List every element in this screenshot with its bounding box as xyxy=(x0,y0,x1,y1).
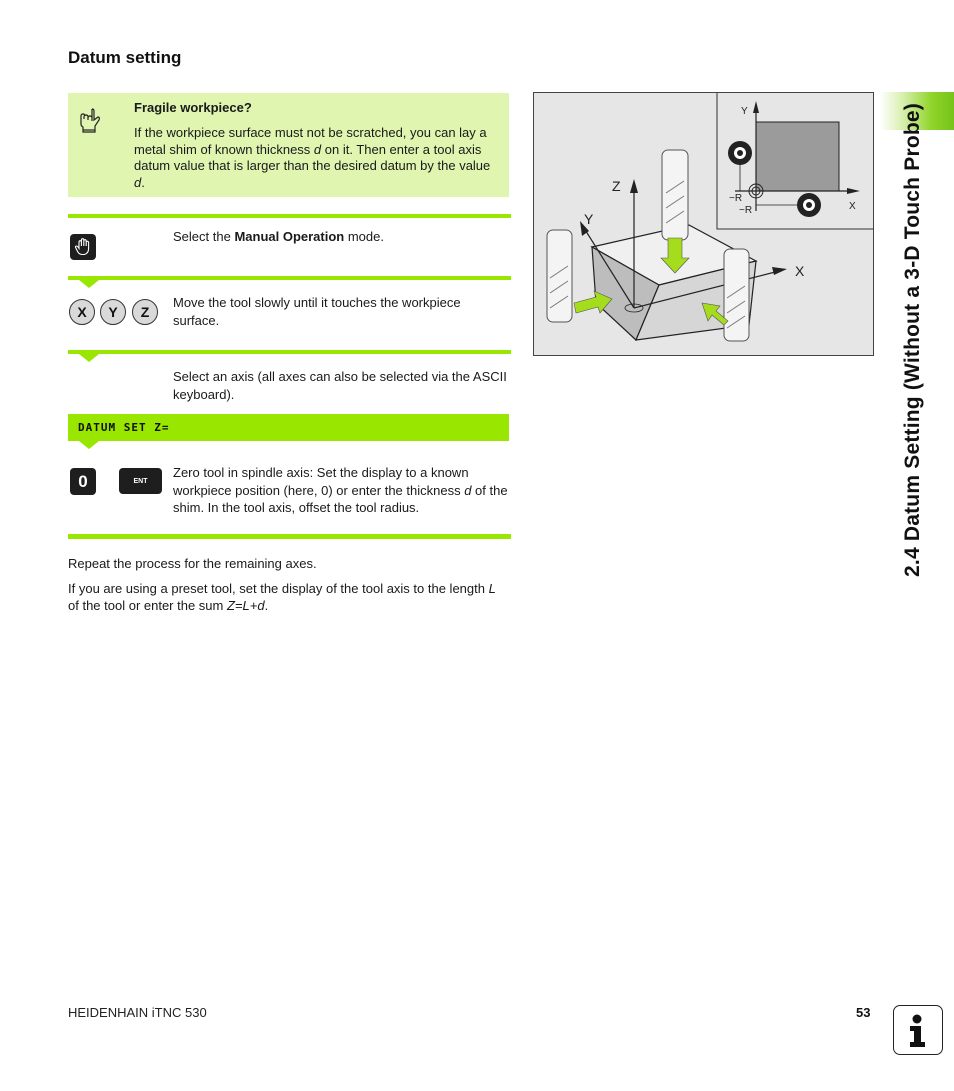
end-mill-tool-icon xyxy=(547,230,572,322)
step-divider xyxy=(68,350,511,354)
step-4-text xyxy=(173,464,508,517)
dialog-prompt: DATUM SET Z= xyxy=(68,414,509,441)
zero-key[interactable]: 0 xyxy=(70,468,96,495)
formula: Z=L+d xyxy=(226,597,265,613)
manual-operation-label: Manual Operation xyxy=(234,229,345,244)
step-divider xyxy=(68,214,511,218)
note-var-d: d xyxy=(134,174,142,190)
step-1-text xyxy=(173,228,508,246)
axis-x-key[interactable]: X xyxy=(69,299,95,325)
page-number: 53 xyxy=(856,1005,871,1020)
axis-y-key[interactable]: Y xyxy=(100,299,126,325)
preset-paragraph xyxy=(68,581,508,614)
repeat-paragraph: Repeat the process for the remaining axes. xyxy=(68,556,317,571)
end-mill-tool-icon xyxy=(724,249,749,341)
svg-text:X: X xyxy=(795,263,805,279)
step-divider xyxy=(68,276,511,280)
footer-product: HEIDENHAIN iTNC 530 xyxy=(68,1005,207,1020)
manual-operation-hand-icon xyxy=(74,238,92,256)
svg-text:Z: Z xyxy=(612,178,621,194)
milling-cutter-icon xyxy=(728,141,752,165)
end-mill-tool-icon xyxy=(662,150,688,240)
para-text: If you are using a preset tool, set the display of the tool axis to the length xyxy=(68,581,489,596)
datum-setting-figure xyxy=(533,92,874,356)
step-end-bar xyxy=(68,534,511,539)
manual-operation-key[interactable] xyxy=(70,234,96,260)
note-text: on it. Then enter a tool axis datum value that is larger than the desired datum by the value xyxy=(134,141,491,173)
note-title: Fragile workpiece? xyxy=(134,100,252,115)
step-arrow xyxy=(79,354,99,362)
axis-z-key[interactable]: Z xyxy=(132,299,158,325)
note-body xyxy=(134,125,502,191)
svg-text:Y: Y xyxy=(584,211,594,227)
milling-cutter-icon xyxy=(797,193,821,217)
info-i-glyph xyxy=(894,1006,941,1053)
info-icon xyxy=(893,1005,943,1055)
chapter-title-text: 2.4 Datum Setting (Without a 3-D Touch Probe) xyxy=(901,103,924,577)
svg-text:Y: Y xyxy=(741,106,748,117)
note-var-d: d xyxy=(313,141,322,157)
svg-text:X: X xyxy=(849,201,856,212)
pointing-hand-icon xyxy=(78,107,102,137)
step-text-part: Zero tool in spindle axis: Set the display to a known workpiece position (here, 0) or enter the thickness xyxy=(173,465,469,498)
section-heading: Datum setting xyxy=(68,48,182,67)
step-arrow xyxy=(79,280,99,288)
step-arrow xyxy=(79,441,99,449)
step-text-part: Select the xyxy=(173,229,235,244)
svg-text:−R: −R xyxy=(729,193,743,204)
chapter-side-title xyxy=(893,50,933,630)
ent-key[interactable]: ENT xyxy=(119,468,162,494)
var-L: L xyxy=(488,581,496,596)
step-3-text: Select an axis (all axes can also be selected via the ASCII keyboard). xyxy=(173,369,507,402)
para-text: . xyxy=(264,597,269,613)
para-text: of the tool or enter the sum xyxy=(68,597,227,613)
step-text-part: of the shim. In the tool axis, offset the tool radius. xyxy=(173,482,508,515)
note-box xyxy=(68,93,509,197)
workpiece-touch-illustration xyxy=(534,93,873,355)
var-d: d xyxy=(464,482,472,498)
svg-text:−R: −R xyxy=(739,205,753,216)
note-text: If the workpiece surface must not be scratched, you can lay a metal shim of known thickness xyxy=(134,125,487,157)
step-text-part: mode. xyxy=(344,229,384,244)
note-text: . xyxy=(141,174,145,190)
step-2-text: Move the tool slowly until it touches the workpiece surface. xyxy=(173,295,461,328)
